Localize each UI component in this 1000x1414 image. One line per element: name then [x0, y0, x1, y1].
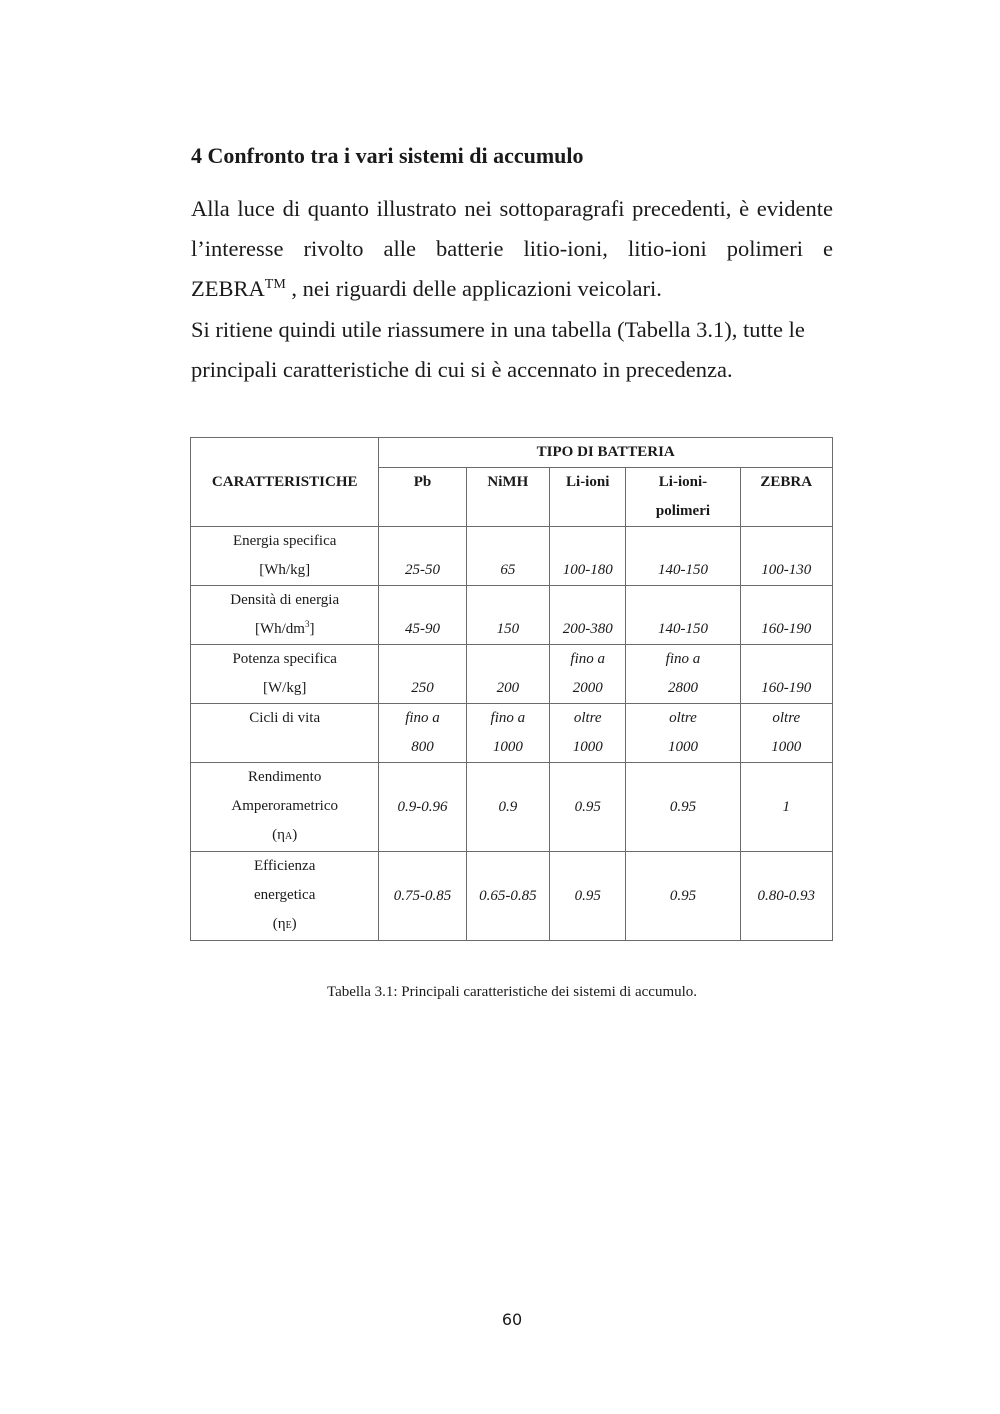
table-cell: 1 — [740, 763, 832, 852]
page-number: 60 — [501, 1310, 523, 1329]
table-cell: oltre 1000 — [550, 704, 626, 763]
table-cell: 200 — [466, 645, 549, 704]
paragraph-line: l’interesse rivolto alle batterie litio-ioni, litio-ioni polimeri e — [191, 236, 833, 261]
table-cell: 0.95 — [626, 763, 740, 852]
paragraph-line: Si ritiene quindi utile riassumere in una tabella (Tabella 3.1), tutte le — [191, 317, 805, 342]
table-row — [191, 704, 833, 763]
table-header-row — [191, 438, 833, 468]
row-label: Potenza specifica [W/kg] — [191, 645, 379, 704]
group-header-cell: TIPO DI BATTERIA — [379, 438, 833, 468]
table-row — [191, 852, 833, 941]
table-cell: 0.80-0.93 — [740, 852, 832, 941]
row-label: Efficienza energetica (ηE) — [191, 852, 379, 941]
trademark-superscript: TM — [264, 277, 286, 292]
table-cell: 250 — [379, 645, 466, 704]
table-cell: fino a 800 — [379, 704, 466, 763]
table-cell: 0.95 — [550, 763, 626, 852]
table-cell: 0.9-0.96 — [379, 763, 466, 852]
table-cell: fino a 2000 — [550, 645, 626, 704]
paragraph-line: Alla luce di quanto illustrato nei sottoparagrafi precedenti, è evidente — [191, 196, 833, 221]
table-cell: 150 — [466, 586, 549, 645]
column-header-nimh: NiMH — [466, 468, 549, 527]
intro-paragraph — [191, 189, 833, 309]
table-row — [191, 763, 833, 852]
paragraph-line — [191, 269, 833, 309]
table-row — [191, 527, 833, 586]
table-cell: 0.95 — [550, 852, 626, 941]
table-cell: 25-50 — [379, 527, 466, 586]
row-header-cell: CARATTERISTICHE — [191, 438, 379, 527]
summary-paragraph — [191, 310, 833, 390]
row-label: Rendimento Amperorametrico (ηA) — [191, 763, 379, 852]
table-cell: fino a 1000 — [466, 704, 549, 763]
paragraph-text: , nei riguardi delle applicazioni veicolari. — [285, 276, 662, 301]
table-cell: 100-130 — [740, 527, 832, 586]
battery-comparison-table — [190, 437, 833, 941]
row-label: Densità di energia $[Wh/dm^3]$ — [191, 586, 379, 645]
table-cell: 140-150 — [626, 527, 740, 586]
table-cell: 0.95 — [626, 852, 740, 941]
table-cell: 0.9 — [466, 763, 549, 852]
zebra-text: ZEBRA — [191, 276, 265, 301]
table-cell: 0.65-0.85 — [466, 852, 549, 941]
table-cell: 160-190 — [740, 586, 832, 645]
column-header-pb: Pb — [379, 468, 466, 527]
column-header-li-ion: Li-ioni — [550, 468, 626, 527]
table-cell: 140-150 — [626, 586, 740, 645]
row-label: Cicli di vita — [191, 704, 379, 763]
table-cell: oltre 1000 — [626, 704, 740, 763]
table-cell: 100-180 — [550, 527, 626, 586]
table-cell: 200-380 — [550, 586, 626, 645]
section-heading: 4 Confronto tra i vari sistemi di accumulo — [191, 143, 584, 168]
table-cell: 65 — [466, 527, 549, 586]
paragraph-line: principali caratteristiche di cui si è accennato in precedenza. — [191, 357, 733, 382]
row-label: Energia specifica [Wh/kg] — [191, 527, 379, 586]
table-cell: 0.75-0.85 — [379, 852, 466, 941]
table-caption: Tabella 3.1: Principali caratteristiche dei sistemi di accumulo. — [326, 984, 698, 1000]
table-cell: 160-190 — [740, 645, 832, 704]
column-header-zebra: ZEBRA — [740, 468, 832, 527]
table-cell: fino a 2800 — [626, 645, 740, 704]
table-row — [191, 645, 833, 704]
table-cell: oltre 1000 — [740, 704, 832, 763]
table-cell: 45-90 — [379, 586, 466, 645]
column-header-li-ion-polymer: Li-ioni- polimeri — [626, 468, 740, 527]
table-row — [191, 586, 833, 645]
